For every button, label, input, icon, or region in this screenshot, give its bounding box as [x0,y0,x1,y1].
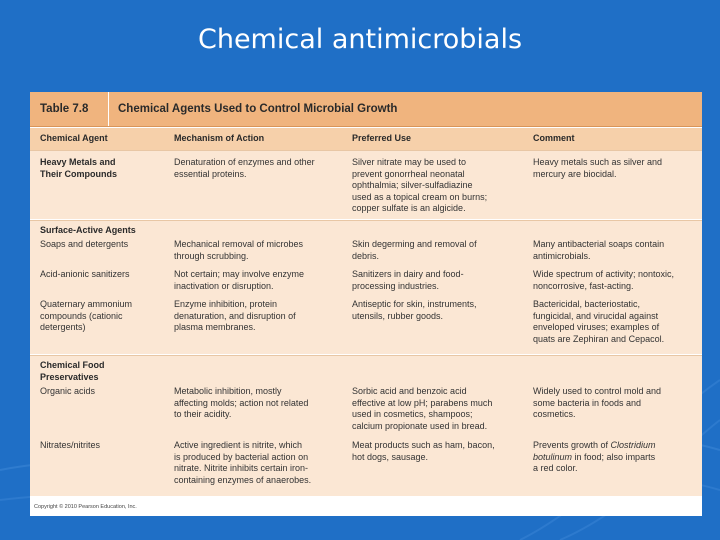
column-header-mechanism: Mechanism of Action [174,133,265,143]
section-heading: Chemical Food Preservatives [40,360,105,382]
table-row-agent: Nitrates/nitrites [40,440,101,450]
table-row-comment: Widely used to control mold and some bacteria in foods and cosmetics. [533,386,662,419]
copyright-notice: Copyright © 2010 Pearson Education, Inc. [34,504,137,510]
table-title: Chemical Agents Used to Control Microbial Growth [118,103,398,115]
column-header-row [30,128,702,150]
table-row-comment: Heavy metals such as silver and mercury are biocidal. [533,157,663,179]
table-row-use: Sanitizers in dairy and food- processing industries. [352,269,464,291]
table-row-mechanism: Denaturation of enzymes and other essential proteins. [174,157,315,179]
table-row-agent: Soaps and detergents [40,239,129,249]
table-row-mechanism: Not certain; may involve enzyme inactivation or disruption. [174,269,305,291]
table-row-agent: Organic acids [40,386,96,396]
column-header-comment: Comment [533,133,575,143]
table-row-comment: Many antibacterial soaps contain antimicrobials. [533,239,665,261]
header-divider [108,92,109,126]
table-row-comment: Bactericidal, bacteriostatic, fungicidal, and virucidal against enveloped viruses; examples of quats are Zephiran and Cepacol. [533,299,665,344]
comment-text: Prevents growth of [533,440,611,450]
table-row-mechanism: Enzyme inhibition, protein denaturation, and disruption of plasma membranes. [174,299,296,332]
table-row-use: Meat products such as ham, bacon, hot dogs, sausage. [352,440,495,462]
section-food-preservatives [30,355,702,496]
table-row-comment: Wide spectrum of activity; nontoxic, noncorrosive, fast-acting. [533,269,675,291]
table-row-use: Antiseptic for skin, instruments, utensils, rubber goods. [352,299,477,321]
table-row-mechanism: Metabolic inhibition, mostly affecting molds; action not related to their acidity. [174,386,309,419]
section-surface-active-agents [30,220,702,354]
table-header-bar [30,92,702,127]
table-row-mechanism: Mechanical removal of microbes through scrubbing. [174,239,304,261]
table-row-agent: Acid-anionic sanitizers [40,269,130,279]
table-row-agent: Heavy Metals and Their Compounds [40,157,117,179]
table-row-use: Sorbic acid and benzoic acid effective at low pH; parabens much used in cosmetics, shampoos; calcium propionate used in bread. [352,386,493,431]
table-row-use: Skin degerming and removal of debris. [352,239,477,261]
column-header-use: Preferred Use [352,133,412,143]
column-header-agent: Chemical Agent [40,133,108,143]
section-heavy-metals [30,150,702,219]
table-row-agent: Quaternary ammonium compounds (cationic detergents) [40,299,133,332]
chemical-agents-table [30,92,702,516]
table-row-comment [533,440,656,475]
slide-title: Chemical antimicrobials [197,24,523,55]
section-heading: Surface-Active Agents [40,225,136,235]
comment-organism: Clostridium botulinum [533,440,656,462]
table-row-use: Silver nitrate may be used to prevent gonorrheal neonatal ophthalmia; silver-sulfadiazine used as a topical cream on burns; copper sulfate is an algicide. [352,157,488,213]
table-number: Table 7.8 [40,103,89,115]
table-row-mechanism: Active ingredient is nitrite, which is produced by bacterial action on nitrate. Nitrite inhibits certain iron- containing enzymes of anaerobes. [174,440,312,485]
comment-text: in food; also imparts a red color. [533,451,656,473]
